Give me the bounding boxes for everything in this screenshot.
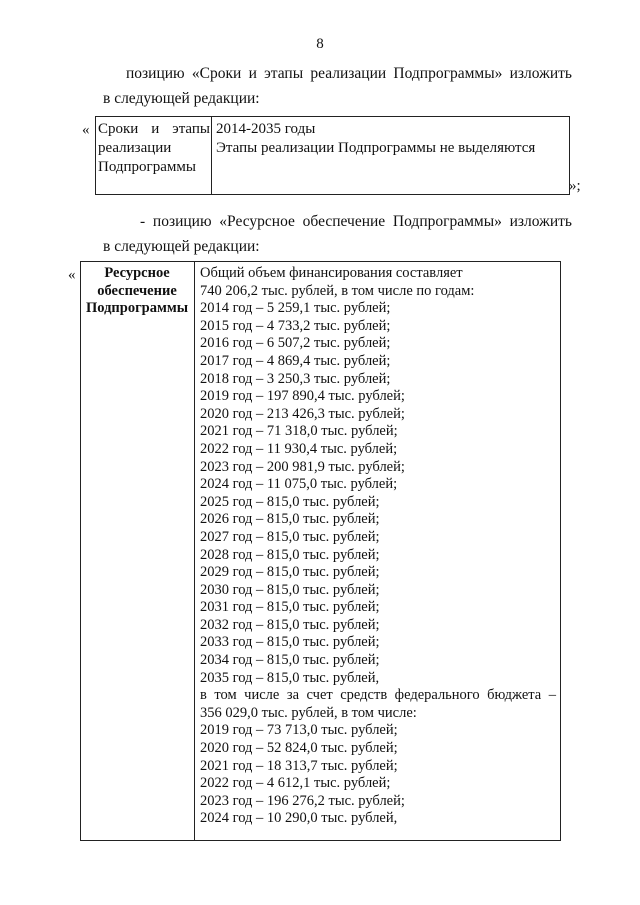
- timing-table-divider: [211, 116, 212, 195]
- funding-line: в том числе за счет средств федерального бюджета –: [200, 687, 556, 704]
- funding-line: 2020 год – 52 824,0 тыс. рублей;: [200, 740, 398, 757]
- funding-line: 2023 год – 200 981,9 тыс. рублей;: [200, 458, 405, 475]
- funding-line: 2018 год – 3 250,3 тыс. рублей;: [200, 370, 391, 387]
- funding-line: 2034 год – 815,0 тыс. рублей;: [200, 652, 380, 669]
- funding-line: 2029 год – 815,0 тыс. рублей;: [200, 564, 380, 581]
- funding-line: 2022 год – 11 930,4 тыс. рублей;: [200, 440, 398, 457]
- funding-line: 2017 год – 4 869,4 тыс. рублей;: [200, 352, 391, 369]
- funding-line: 356 029,0 тыс. рублей, в том числе:: [200, 704, 417, 721]
- funding-line: 2028 год – 815,0 тыс. рублей;: [200, 546, 380, 563]
- funding-line: 2032 год – 815,0 тыс. рублей;: [200, 616, 380, 633]
- table2-open-quote: «: [68, 267, 76, 283]
- funding-line: 2015 год – 4 733,2 тыс. рублей;: [200, 317, 391, 334]
- resources-table-content: [200, 265, 556, 828]
- funding-line: 2031 год – 815,0 тыс. рублей;: [200, 599, 380, 616]
- paragraph-timing-intro: позицию «Сроки и этапы реализации Подпрограммы» изложить: [126, 65, 572, 82]
- funding-line: 2020 год – 213 426,3 тыс. рублей;: [200, 405, 405, 422]
- timing-label-line: Сроки и этапы: [98, 121, 210, 137]
- page-number: 8: [316, 36, 324, 52]
- timing-table-content: [216, 120, 566, 158]
- funding-line: 2024 год – 10 290,0 тыс. рублей,: [200, 810, 398, 827]
- timing-label-line: Подпрограммы: [98, 159, 196, 175]
- timing-content-line: Этапы реализации Подпрограммы не выделяются: [216, 140, 536, 156]
- funding-line: 2016 год – 6 507,2 тыс. рублей;: [200, 335, 391, 352]
- timing-label-line: реализации: [98, 140, 172, 156]
- funding-line: 2021 год – 18 313,7 тыс. рублей;: [200, 757, 398, 774]
- funding-line: 2019 год – 197 890,4 тыс. рублей;: [200, 388, 405, 405]
- funding-line: 2030 год – 815,0 тыс. рублей;: [200, 581, 380, 598]
- resources-label-line: Ресурсное: [104, 265, 170, 281]
- funding-line: Общий объем финансирования составляет: [200, 265, 463, 281]
- funding-line: 2026 год – 815,0 тыс. рублей;: [200, 511, 380, 528]
- resources-table-label: [80, 265, 194, 318]
- funding-line: 2019 год – 73 713,0 тыс. рублей;: [200, 722, 398, 739]
- funding-line: 2022 год – 4 612,1 тыс. рублей;: [200, 775, 391, 792]
- table1-open-quote: «: [82, 122, 90, 138]
- funding-line: 2024 год – 11 075,0 тыс. рублей;: [200, 476, 398, 493]
- funding-line: 740 206,2 тыс. рублей, в том числе по годам:: [200, 282, 475, 299]
- paragraph-timing-intro-continuation: в следующей редакции:: [103, 90, 260, 107]
- timing-table-label: [98, 120, 210, 177]
- funding-line: 2025 год – 815,0 тыс. рублей;: [200, 493, 380, 510]
- resources-label-line: обеспечение: [97, 282, 177, 299]
- resources-table-divider: [194, 261, 195, 841]
- funding-line: 2014 год – 5 259,1 тыс. рублей;: [200, 300, 391, 317]
- funding-line: 2027 год – 815,0 тыс. рублей;: [200, 528, 380, 545]
- funding-line: 2023 год – 196 276,2 тыс. рублей;: [200, 792, 405, 809]
- resources-label-line: Подпрограммы: [85, 300, 189, 317]
- funding-line: 2035 год – 815,0 тыс. рублей,: [200, 669, 380, 686]
- funding-line: 2021 год – 71 318,0 тыс. рублей;: [200, 423, 398, 440]
- funding-line: 2033 год – 815,0 тыс. рублей;: [200, 634, 380, 651]
- paragraph-resources-intro-continuation: в следующей редакции:: [103, 238, 260, 255]
- paragraph-resources-intro: - позицию «Ресурсное обеспечение Подпрограммы» изложить: [140, 213, 572, 230]
- table1-close-quote: »;: [569, 178, 581, 194]
- timing-content-line: 2014-2035 годы: [216, 121, 316, 137]
